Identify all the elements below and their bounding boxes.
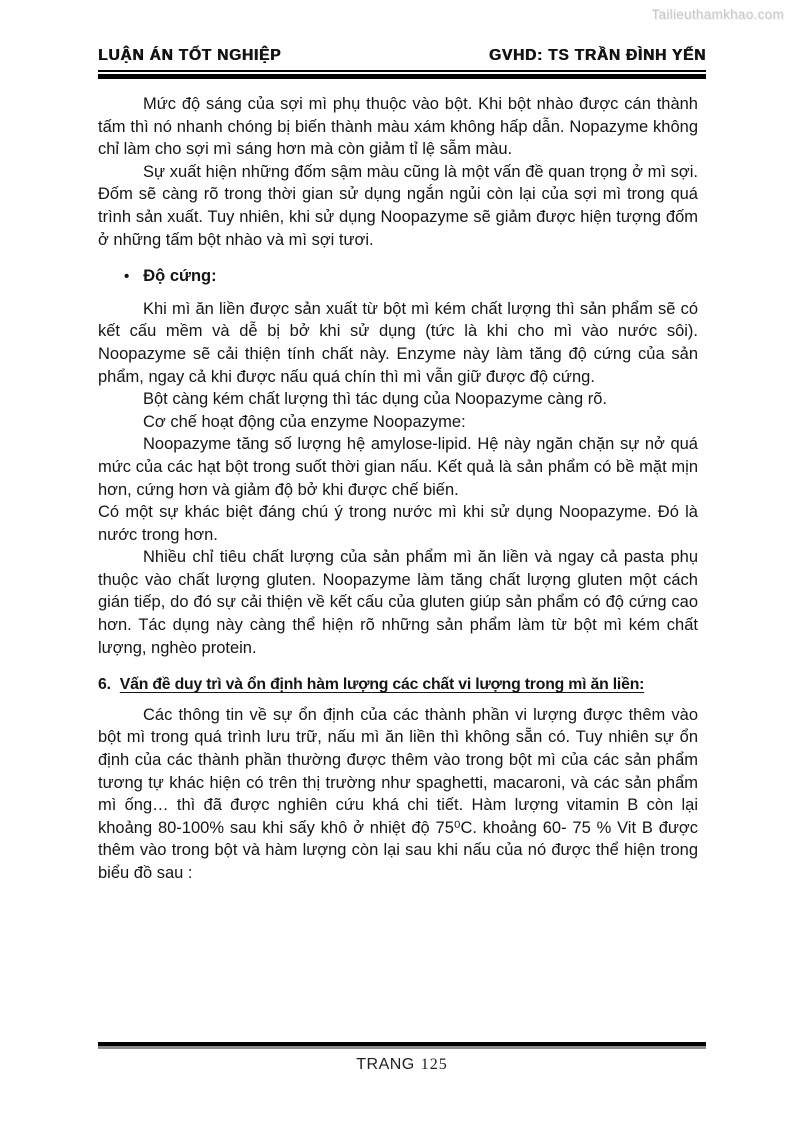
- footer-rule-gray: [98, 1046, 706, 1049]
- section-6-number: 6.: [98, 676, 111, 694]
- paragraph-mechanism-label: Cơ chế hoạt động của enzyme Noopazyme:: [143, 412, 466, 431]
- page-footer: [98, 1042, 706, 1074]
- header-title: LUẬN ÁN TỐT NGHIỆP: [98, 47, 282, 64]
- page-number-label: TRANG: [356, 1056, 415, 1073]
- paragraph-flour-quality: Bột càng kém chất lượng thì tác dụng của Noopazyme càng rõ.: [143, 390, 607, 409]
- page-number-line: [98, 1056, 706, 1074]
- paragraph-clear-water: Có một sự khác biệt đáng chú ý trong nước mì khi sử dụng Noopazyme. Đó là nước trong hơn.: [98, 503, 698, 544]
- header-rule-thin: [98, 70, 706, 72]
- body-content: [98, 93, 698, 885]
- header-advisor: GVHD: TS TRẦN ĐÌNH YẾN: [488, 47, 706, 64]
- bullet-heading-hardness: [124, 265, 698, 289]
- page-number-value: 125: [420, 1056, 448, 1073]
- paragraph-amylose-lipid: Noopazyme tăng số lượng hệ amylose-lipid. Hệ này ngăn chặn sự nở quá mức của các hạt bột trong suốt thời gian nấu. Kết quả là sản phẩm có bề mặt mịn hơn, cứng hơn và giảm độ bở khi được chế biến.: [98, 435, 698, 499]
- paragraph-hardness-intro: Khi mì ăn liền được sản xuất từ bột mì kém chất lượng thì sản phẩm sẽ có kết cấu mềm và dễ bị bở khi sử dụng (tức là khi cho mì vào nước sôi). Noopazyme sẽ cải thiện tính chất này. Enzyme này làm tăng độ cứng của sản phẩm, ngay cả khi được nấu quá chín thì mì vẫn giữ được độ cứng.: [98, 299, 698, 386]
- paragraph-gluten: Nhiều chỉ tiêu chất lượng của sản phẩm mì ăn liền và ngay cả pasta phụ thuộc vào chất lượng gluten. Noopazyme làm tăng chất lượng gluten một cách gián tiếp, do đó sự cải thiện về kết cấu của gluten giúp sản phẩm có độ cứng cao hơn. Tác dụng này càng thể hiện rõ những sản phẩm làm từ bột mì kém chất lượng, nghèo protein.: [98, 548, 698, 657]
- header-rule-thick: [98, 74, 706, 79]
- paragraph-micronutrients: Các thông tin về sự ổn định của các thành phần vi lượng được thêm vào bột mì trong quá trình lưu trữ, nấu mì ăn liền thì không sẵn có. Tuy nhiên sự ổn định của các thành phần thường được thêm vào trong bột mì của các sản phẩm tương tự khác hiện có trên thị trường như spaghetti, macaroni, và các sản phẩm mì ống… thì đã được nghiên cứu khá chi tiết. Hàm lượng vitamin B còn lại khoảng 80-100% sau khi sấy khô ở nhiệt độ 75⁰C. khoảng 60- 75 % Vit B được thêm vào trong bột và hàm lượng còn lại sau khi nấu của nó được thể hiện trong biểu đồ sau :: [98, 705, 698, 882]
- bullet-icon: •: [124, 268, 130, 286]
- paragraph-brightness: Mức độ sáng của sợi mì phụ thuộc vào bột. Khi bột nhào được cán thành tấm thì nó nhanh chóng bị biến thành màu xám không hấp dẫn. Nopazyme không chỉ làm cho sợi mì sáng hơn mà còn giảm tỉ lệ sẫm màu.: [98, 95, 698, 159]
- watermark: Tailieuthamkhao.com: [651, 7, 784, 22]
- section-6-heading: [98, 674, 698, 697]
- paragraph-dark-spots: Sự xuất hiện những đốm sậm màu cũng là một vấn đề quan trọng ở mì sợi. Đốm sẽ càng rõ trong thời gian sử dụng ngắn ngủi còn lại của sợi mì trong quá trình sản xuất. Tuy nhiên, khi sử dụng Noopazyme sẽ giảm được hiện tượng đốm ở những tấm bột nhào và mì sợi tươi.: [98, 162, 698, 249]
- page-header: [98, 47, 706, 79]
- bullet-heading-label: Độ cứng:: [143, 267, 217, 286]
- section-6-title: Vấn đề duy trì và ổn định hàm lượng các chất vi lượng trong mì ăn liền:: [119, 676, 645, 694]
